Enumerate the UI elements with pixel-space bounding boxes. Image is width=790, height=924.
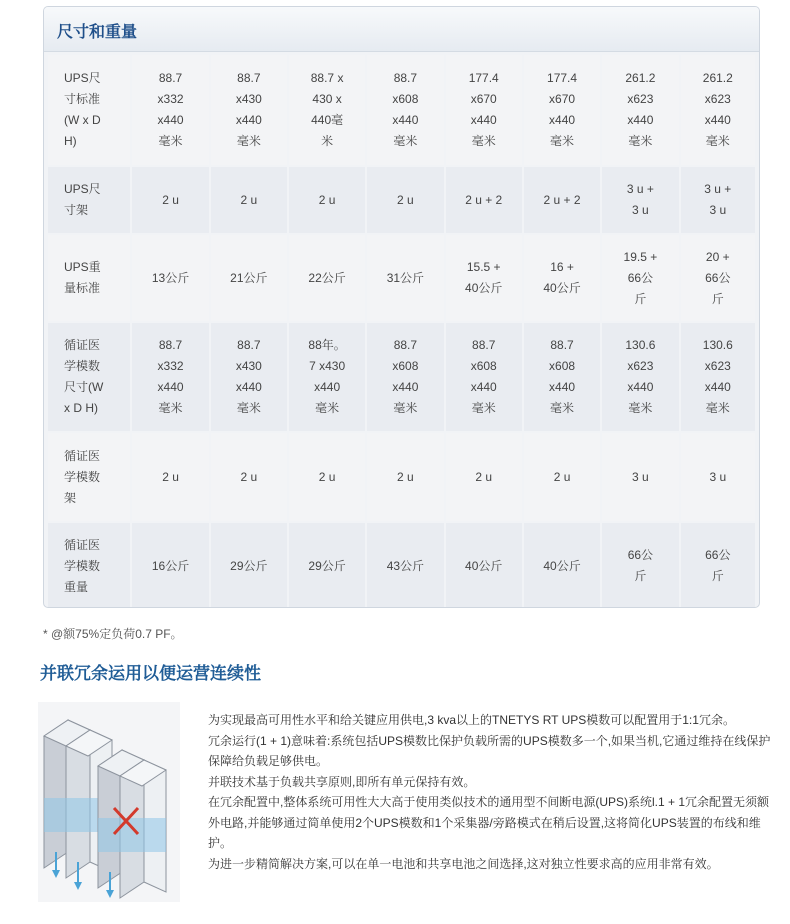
specs-panel [43, 6, 760, 608]
section-body [208, 710, 774, 874]
table-row [48, 323, 755, 431]
table-row [48, 55, 755, 165]
table-cell: 88.7 x 430 x 440毫 米 [289, 55, 365, 165]
table-cell: 177.4 x670 x440 毫米 [446, 55, 522, 165]
table-cell: 3 u [681, 433, 755, 521]
table-cell: 88.7 x430 x440 毫米 [211, 55, 287, 165]
row-label: 循证医 学模数 架 [48, 433, 130, 521]
table-cell: 261.2 x623 x440 毫米 [602, 55, 678, 165]
table-cell: 2 u + 2 [524, 167, 600, 233]
paragraph: 为进一步精简解决方案,可以在单一电池和共享电池之间选择,这对独立性要求高的应用非常有效。 [208, 856, 719, 871]
table-cell: 177.4 x670 x440 毫米 [524, 55, 600, 165]
table-cell: 2 u [289, 433, 365, 521]
row-label: UPS尺 寸架 [48, 167, 130, 233]
section-title: 并联冗余运用以便运营连续性 [40, 664, 261, 683]
table-cell: 2 u [211, 167, 287, 233]
table-cell: 88年。 7 x430 x440 毫米 [289, 323, 365, 431]
table-cell: 2 u [132, 433, 208, 521]
paragraph: 在冗余配置中,整体系统可用性大大高于使用类似技术的通用型不间断电源(UPS)系统l.1 + 1冗余配置无须额外电路,并能够通过简单使用2个UPS模数和1个采集器/旁路模式在稍后设置,这将简化UPS装置的布线和维护。 [208, 795, 770, 850]
table-cell: 22公斤 [289, 235, 365, 321]
table-cell: 88.7 x332 x440 毫米 [132, 55, 208, 165]
table-cell: 130.6 x623 x440 毫米 [681, 323, 755, 431]
table-cell: 40公斤 [524, 523, 600, 608]
footnote: * @额75%定负荷0.7 PF。 [43, 627, 183, 641]
table-cell: 2 u [367, 433, 443, 521]
specs-table [46, 53, 757, 608]
table-cell: 88.7 x608 x440 毫米 [367, 323, 443, 431]
panel-title: 尺寸和重量 [44, 7, 759, 52]
table-cell: 16公斤 [132, 523, 208, 608]
table-cell: 2 u + 2 [446, 167, 522, 233]
table-cell: 19.5 + 66公 斤 [602, 235, 678, 321]
table-cell: 3 u [602, 433, 678, 521]
table-cell: 2 u [524, 433, 600, 521]
paragraph: 冗余运行(1 + 1)意味着:系统包括UPS模数比保护负载所需的UPS模数多一个,如果当机,它通过维持在线保护保障给负载足够供电。 [208, 733, 771, 768]
table-cell: 2 u [132, 167, 208, 233]
paragraph: 为实现最高可用性水平和给关键应用供电,3 kva以上的TNETYS RT UPS模数可以配置用于1:1冗余。 [208, 713, 735, 727]
row-label: 循证医 学模数 重量 [48, 523, 130, 608]
table-cell: 261.2 x623 x440 毫米 [681, 55, 755, 165]
table-cell: 88.7 x332 x440 毫米 [132, 323, 208, 431]
row-label: UPS重 量标准 [48, 235, 130, 321]
paragraph: 并联技术基于负载共享原则,即所有单元保持有效。 [208, 774, 476, 789]
table-cell: 16 + 40公斤 [524, 235, 600, 321]
table-cell: 66公 斤 [602, 523, 678, 608]
table-cell: 3 u + 3 u [681, 167, 755, 233]
table-row [48, 523, 755, 608]
table-cell: 21公斤 [211, 235, 287, 321]
table-cell: 88.7 x430 x440 毫米 [211, 323, 287, 431]
table-cell: 130.6 x623 x440 毫米 [602, 323, 678, 431]
table-cell: 43公斤 [367, 523, 443, 608]
table-cell: 66公 斤 [681, 523, 755, 608]
table-cell: 2 u [367, 167, 443, 233]
table-cell: 20 + 66公 斤 [681, 235, 755, 321]
table-cell: 29公斤 [289, 523, 365, 608]
table-cell: 88.7 x608 x440 毫米 [367, 55, 443, 165]
table-cell: 40公斤 [446, 523, 522, 608]
table-cell: 3 u + 3 u [602, 167, 678, 233]
table-cell: 2 u [289, 167, 365, 233]
table-row [48, 167, 755, 233]
row-label: 循证医 学模数 尺寸(W x D H) [48, 323, 130, 431]
table-cell: 31公斤 [367, 235, 443, 321]
table-cell: 13公斤 [132, 235, 208, 321]
table-cell: 88.7 x608 x440 毫米 [524, 323, 600, 431]
table-cell: 2 u [446, 433, 522, 521]
redundant-ups-illustration [38, 702, 180, 902]
table-row [48, 433, 755, 521]
row-label: UPS尺 寸标准 (W x D H) [48, 55, 130, 165]
table-row [48, 235, 755, 321]
table-cell: 2 u [211, 433, 287, 521]
table-cell: 29公斤 [211, 523, 287, 608]
table-cell: 15.5 + 40公斤 [446, 235, 522, 321]
table-cell: 88.7 x608 x440 毫米 [446, 323, 522, 431]
